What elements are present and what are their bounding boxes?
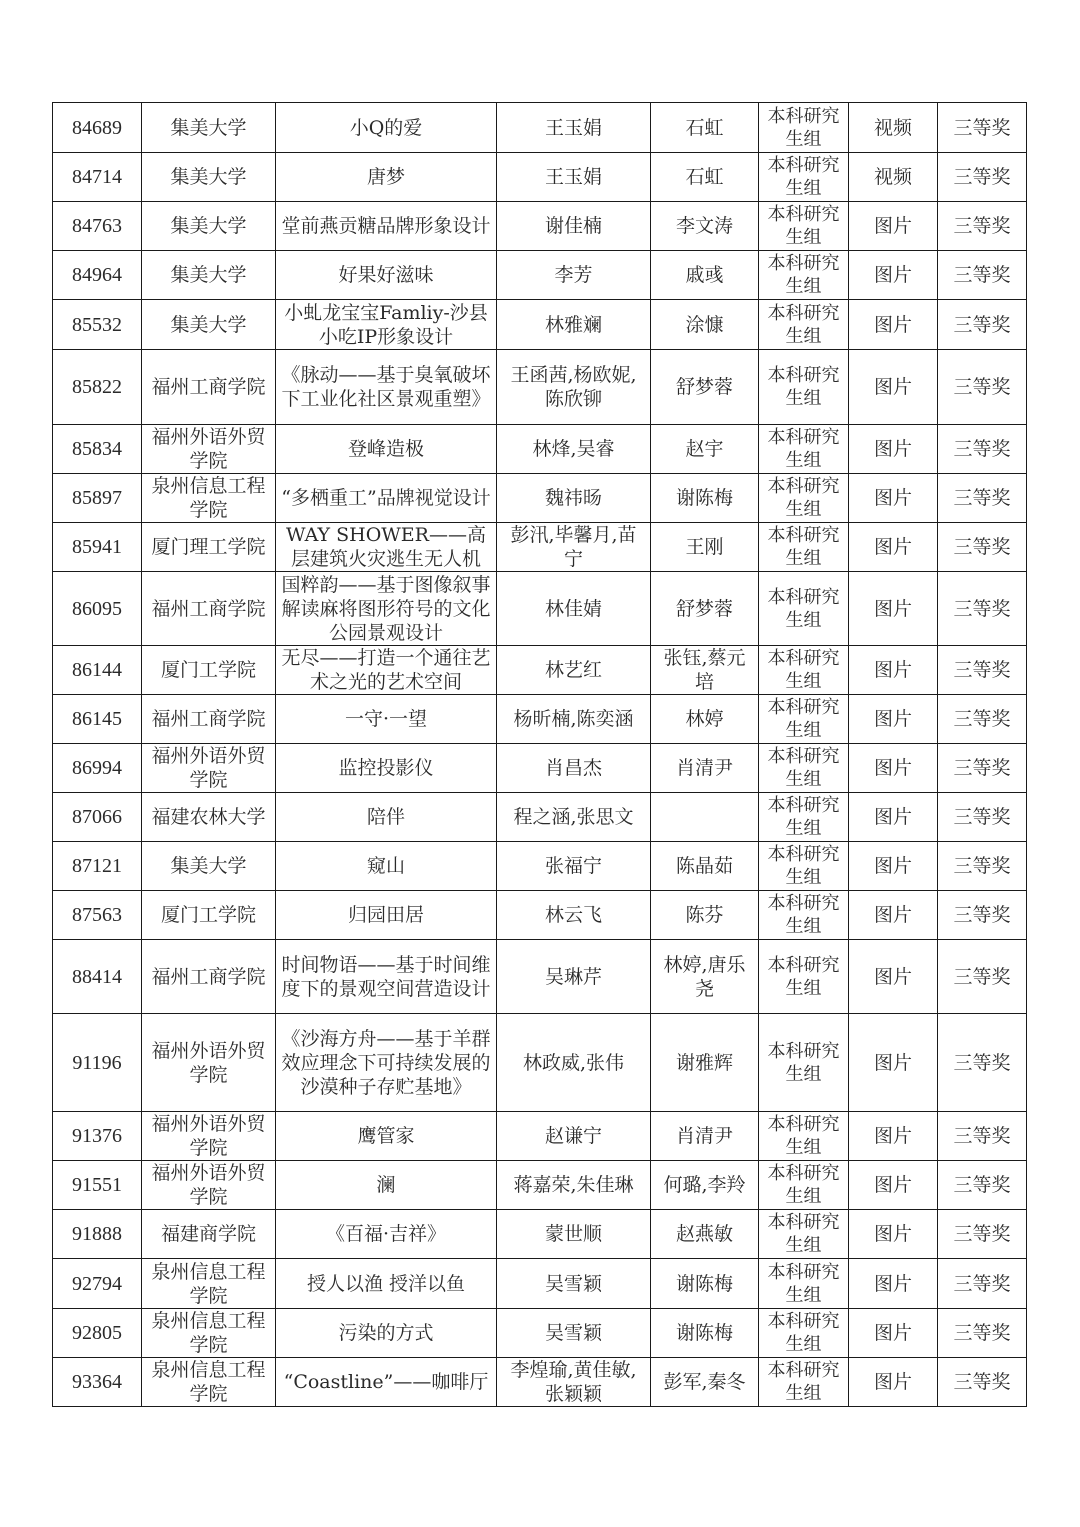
table-row: [53, 300, 1027, 350]
id-cell: 91376: [53, 1112, 142, 1161]
id-cell: 85834: [53, 425, 142, 474]
group-cell: 本科研究生组: [759, 891, 849, 940]
authors-cell: 张福宁: [497, 842, 651, 891]
award-cell: 三等奖: [938, 1309, 1027, 1358]
advisor-cell: 林婷,唐乐尧: [651, 940, 759, 1014]
authors-cell: 彭汛,毕馨月,苗宁: [497, 523, 651, 572]
category-cell: 图片: [849, 1309, 938, 1358]
title-cell: “多栖重工”品牌视觉设计: [276, 474, 497, 523]
school-cell: 福州外语外贸学院: [142, 1112, 276, 1161]
table-row: [53, 1112, 1027, 1161]
category-cell: 图片: [849, 1112, 938, 1161]
group-cell: 本科研究生组: [759, 793, 849, 842]
group-cell: 本科研究生组: [759, 251, 849, 300]
table-row: [53, 103, 1027, 153]
title-cell: “Coastline”——咖啡厅: [276, 1358, 497, 1407]
table-row: [53, 1161, 1027, 1210]
authors-cell: 林雅斓: [497, 300, 651, 350]
school-cell: 福州工商学院: [142, 572, 276, 646]
table-row: [53, 1210, 1027, 1259]
awards-table: [52, 102, 1027, 1407]
title-cell: 堂前燕贡糖品牌形象设计: [276, 202, 497, 251]
title-cell: 《沙海方舟——基于羊群效应理念下可持续发展的沙漠种子存贮基地》: [276, 1014, 497, 1112]
category-cell: 图片: [849, 300, 938, 350]
id-cell: 84689: [53, 103, 142, 153]
award-cell: 三等奖: [938, 350, 1027, 425]
category-cell: 图片: [849, 744, 938, 793]
school-cell: 福建农林大学: [142, 793, 276, 842]
category-cell: 图片: [849, 350, 938, 425]
advisor-cell: 王刚: [651, 523, 759, 572]
advisor-cell: 谢陈梅: [651, 1309, 759, 1358]
title-cell: 《脉动——基于臭氧破坏下工业化社区景观重塑》: [276, 350, 497, 425]
id-cell: 86095: [53, 572, 142, 646]
authors-cell: 蒋嘉荣,朱佳琳: [497, 1161, 651, 1210]
table-row: [53, 793, 1027, 842]
id-cell: 87066: [53, 793, 142, 842]
school-cell: 福州外语外贸学院: [142, 744, 276, 793]
id-cell: 86144: [53, 646, 142, 695]
category-cell: 图片: [849, 474, 938, 523]
table-row: [53, 1014, 1027, 1112]
title-cell: 登峰造极: [276, 425, 497, 474]
school-cell: 泉州信息工程学院: [142, 1309, 276, 1358]
group-cell: 本科研究生组: [759, 1112, 849, 1161]
table-row: [53, 695, 1027, 744]
title-cell: 好果好滋味: [276, 251, 497, 300]
advisor-cell: 肖清尹: [651, 1112, 759, 1161]
school-cell: 厦门工学院: [142, 891, 276, 940]
table-row: [53, 1309, 1027, 1358]
id-cell: 86145: [53, 695, 142, 744]
category-cell: 图片: [849, 940, 938, 1014]
authors-cell: 王函茜,杨欧妮,陈欣铆: [497, 350, 651, 425]
authors-cell: 王玉娟: [497, 153, 651, 202]
category-cell: 图片: [849, 523, 938, 572]
group-cell: 本科研究生组: [759, 1014, 849, 1112]
category-cell: 图片: [849, 842, 938, 891]
group-cell: 本科研究生组: [759, 695, 849, 744]
award-cell: 三等奖: [938, 1259, 1027, 1309]
category-cell: 图片: [849, 646, 938, 695]
authors-cell: 吴琳芹: [497, 940, 651, 1014]
id-cell: 86994: [53, 744, 142, 793]
authors-cell: 李煌瑜,黄佳敏,张颖颖: [497, 1358, 651, 1407]
school-cell: 集美大学: [142, 300, 276, 350]
group-cell: 本科研究生组: [759, 646, 849, 695]
table-row: [53, 153, 1027, 202]
table-row: [53, 572, 1027, 646]
authors-cell: 李芳: [497, 251, 651, 300]
award-cell: 三等奖: [938, 1161, 1027, 1210]
advisor-cell: 涂慷: [651, 300, 759, 350]
school-cell: 泉州信息工程学院: [142, 1358, 276, 1407]
group-cell: 本科研究生组: [759, 202, 849, 251]
group-cell: 本科研究生组: [759, 1259, 849, 1309]
award-cell: 三等奖: [938, 153, 1027, 202]
group-cell: 本科研究生组: [759, 103, 849, 153]
award-cell: 三等奖: [938, 695, 1027, 744]
table-row: [53, 891, 1027, 940]
school-cell: 福州工商学院: [142, 940, 276, 1014]
category-cell: 图片: [849, 251, 938, 300]
id-cell: 91888: [53, 1210, 142, 1259]
title-cell: 小Q的爱: [276, 103, 497, 153]
advisor-cell: 肖清尹: [651, 744, 759, 793]
advisor-cell: 赵燕敏: [651, 1210, 759, 1259]
category-cell: 图片: [849, 1259, 938, 1309]
category-cell: 图片: [849, 202, 938, 251]
table-row: [53, 1259, 1027, 1309]
id-cell: 84714: [53, 153, 142, 202]
authors-cell: 林云飞: [497, 891, 651, 940]
advisor-cell: 陈芬: [651, 891, 759, 940]
award-cell: 三等奖: [938, 103, 1027, 153]
school-cell: 厦门工学院: [142, 646, 276, 695]
authors-cell: 蒙世顺: [497, 1210, 651, 1259]
group-cell: 本科研究生组: [759, 572, 849, 646]
table-row: [53, 251, 1027, 300]
advisor-cell: 舒梦蓉: [651, 572, 759, 646]
advisor-cell: 戚彧: [651, 251, 759, 300]
id-cell: 92794: [53, 1259, 142, 1309]
id-cell: 85897: [53, 474, 142, 523]
table-row: [53, 202, 1027, 251]
category-cell: 图片: [849, 793, 938, 842]
award-cell: 三等奖: [938, 1210, 1027, 1259]
title-cell: 监控投影仪: [276, 744, 497, 793]
table-row: [53, 1358, 1027, 1407]
title-cell: 陪伴: [276, 793, 497, 842]
authors-cell: 杨昕楠,陈奕涵: [497, 695, 651, 744]
award-cell: 三等奖: [938, 940, 1027, 1014]
advisor-cell: 何璐,李羚: [651, 1161, 759, 1210]
award-cell: 三等奖: [938, 251, 1027, 300]
authors-cell: 程之涵,张思文: [497, 793, 651, 842]
advisor-cell: 林婷: [651, 695, 759, 744]
table-row: [53, 425, 1027, 474]
id-cell: 87563: [53, 891, 142, 940]
title-cell: 一守·一望: [276, 695, 497, 744]
group-cell: 本科研究生组: [759, 1210, 849, 1259]
title-cell: 授人以渔 授洋以鱼: [276, 1259, 497, 1309]
award-cell: 三等奖: [938, 891, 1027, 940]
award-cell: 三等奖: [938, 842, 1027, 891]
authors-cell: 肖昌杰: [497, 744, 651, 793]
table-row: [53, 940, 1027, 1014]
group-cell: 本科研究生组: [759, 1358, 849, 1407]
group-cell: 本科研究生组: [759, 153, 849, 202]
table-row: [53, 646, 1027, 695]
award-cell: 三等奖: [938, 646, 1027, 695]
school-cell: 集美大学: [142, 103, 276, 153]
category-cell: 图片: [849, 1210, 938, 1259]
title-cell: 时间物语——基于时间维度下的景观空间营造设计: [276, 940, 497, 1014]
award-cell: 三等奖: [938, 425, 1027, 474]
category-cell: 图片: [849, 425, 938, 474]
id-cell: 87121: [53, 842, 142, 891]
category-cell: 图片: [849, 1161, 938, 1210]
title-cell: 《百福·吉祥》: [276, 1210, 497, 1259]
school-cell: 福州外语外贸学院: [142, 1014, 276, 1112]
advisor-cell: [651, 793, 759, 842]
advisor-cell: 谢陈梅: [651, 1259, 759, 1309]
advisor-cell: 赵宇: [651, 425, 759, 474]
title-cell: 无尽——打造一个通往艺术之光的艺术空间: [276, 646, 497, 695]
id-cell: 91551: [53, 1161, 142, 1210]
authors-cell: 林佳婧: [497, 572, 651, 646]
title-cell: 污染的方式: [276, 1309, 497, 1358]
authors-cell: 林政威,张伟: [497, 1014, 651, 1112]
authors-cell: 王玉娟: [497, 103, 651, 153]
advisor-cell: 彭军,秦冬: [651, 1358, 759, 1407]
category-cell: 视频: [849, 153, 938, 202]
advisor-cell: 张钰,蔡元培: [651, 646, 759, 695]
category-cell: 图片: [849, 1014, 938, 1112]
id-cell: 85941: [53, 523, 142, 572]
school-cell: 福建商学院: [142, 1210, 276, 1259]
advisor-cell: 谢雅辉: [651, 1014, 759, 1112]
table-body: [53, 103, 1027, 1407]
school-cell: 集美大学: [142, 842, 276, 891]
award-cell: 三等奖: [938, 1014, 1027, 1112]
group-cell: 本科研究生组: [759, 523, 849, 572]
award-cell: 三等奖: [938, 523, 1027, 572]
authors-cell: 赵谦宁: [497, 1112, 651, 1161]
category-cell: 视频: [849, 103, 938, 153]
advisor-cell: 李文涛: [651, 202, 759, 251]
school-cell: 泉州信息工程学院: [142, 474, 276, 523]
advisor-cell: 陈晶茹: [651, 842, 759, 891]
title-cell: 小虬龙宝宝Famliy-沙县小吃IP形象设计: [276, 300, 497, 350]
title-cell: 归园田居: [276, 891, 497, 940]
group-cell: 本科研究生组: [759, 350, 849, 425]
table-row: [53, 523, 1027, 572]
school-cell: 集美大学: [142, 202, 276, 251]
school-cell: 泉州信息工程学院: [142, 1259, 276, 1309]
award-cell: 三等奖: [938, 300, 1027, 350]
id-cell: 93364: [53, 1358, 142, 1407]
id-cell: 88414: [53, 940, 142, 1014]
group-cell: 本科研究生组: [759, 1161, 849, 1210]
title-cell: 国粹韵——基于图像叙事解读麻将图形符号的文化公园景观设计: [276, 572, 497, 646]
school-cell: 福州外语外贸学院: [142, 425, 276, 474]
school-cell: 福州工商学院: [142, 695, 276, 744]
category-cell: 图片: [849, 572, 938, 646]
table-row: [53, 842, 1027, 891]
award-cell: 三等奖: [938, 572, 1027, 646]
award-cell: 三等奖: [938, 474, 1027, 523]
id-cell: 84763: [53, 202, 142, 251]
award-cell: 三等奖: [938, 1358, 1027, 1407]
table-row: [53, 474, 1027, 523]
authors-cell: 谢佳楠: [497, 202, 651, 251]
authors-cell: 吴雪颖: [497, 1309, 651, 1358]
school-cell: 厦门理工学院: [142, 523, 276, 572]
id-cell: 91196: [53, 1014, 142, 1112]
group-cell: 本科研究生组: [759, 425, 849, 474]
school-cell: 福州外语外贸学院: [142, 1161, 276, 1210]
group-cell: 本科研究生组: [759, 940, 849, 1014]
group-cell: 本科研究生组: [759, 474, 849, 523]
title-cell: 窥山: [276, 842, 497, 891]
title-cell: 唐梦: [276, 153, 497, 202]
group-cell: 本科研究生组: [759, 842, 849, 891]
title-cell: 澜: [276, 1161, 497, 1210]
authors-cell: 魏祎旸: [497, 474, 651, 523]
category-cell: 图片: [849, 695, 938, 744]
authors-cell: 林艺红: [497, 646, 651, 695]
authors-cell: 林烽,吴睿: [497, 425, 651, 474]
id-cell: 85532: [53, 300, 142, 350]
category-cell: 图片: [849, 891, 938, 940]
advisor-cell: 石虹: [651, 103, 759, 153]
advisor-cell: 舒梦蓉: [651, 350, 759, 425]
title-cell: 鹰管家: [276, 1112, 497, 1161]
school-cell: 集美大学: [142, 153, 276, 202]
title-cell: WAY SHOWER——高层建筑火灾逃生无人机: [276, 523, 497, 572]
id-cell: 84964: [53, 251, 142, 300]
award-cell: 三等奖: [938, 1112, 1027, 1161]
id-cell: 85822: [53, 350, 142, 425]
table-row: [53, 350, 1027, 425]
document-page: [52, 102, 1027, 1407]
id-cell: 92805: [53, 1309, 142, 1358]
award-cell: 三等奖: [938, 793, 1027, 842]
group-cell: 本科研究生组: [759, 300, 849, 350]
award-cell: 三等奖: [938, 202, 1027, 251]
school-cell: 集美大学: [142, 251, 276, 300]
authors-cell: 吴雪颖: [497, 1259, 651, 1309]
advisor-cell: 谢陈梅: [651, 474, 759, 523]
school-cell: 福州工商学院: [142, 350, 276, 425]
group-cell: 本科研究生组: [759, 744, 849, 793]
advisor-cell: 石虹: [651, 153, 759, 202]
award-cell: 三等奖: [938, 744, 1027, 793]
category-cell: 图片: [849, 1358, 938, 1407]
group-cell: 本科研究生组: [759, 1309, 849, 1358]
table-row: [53, 744, 1027, 793]
